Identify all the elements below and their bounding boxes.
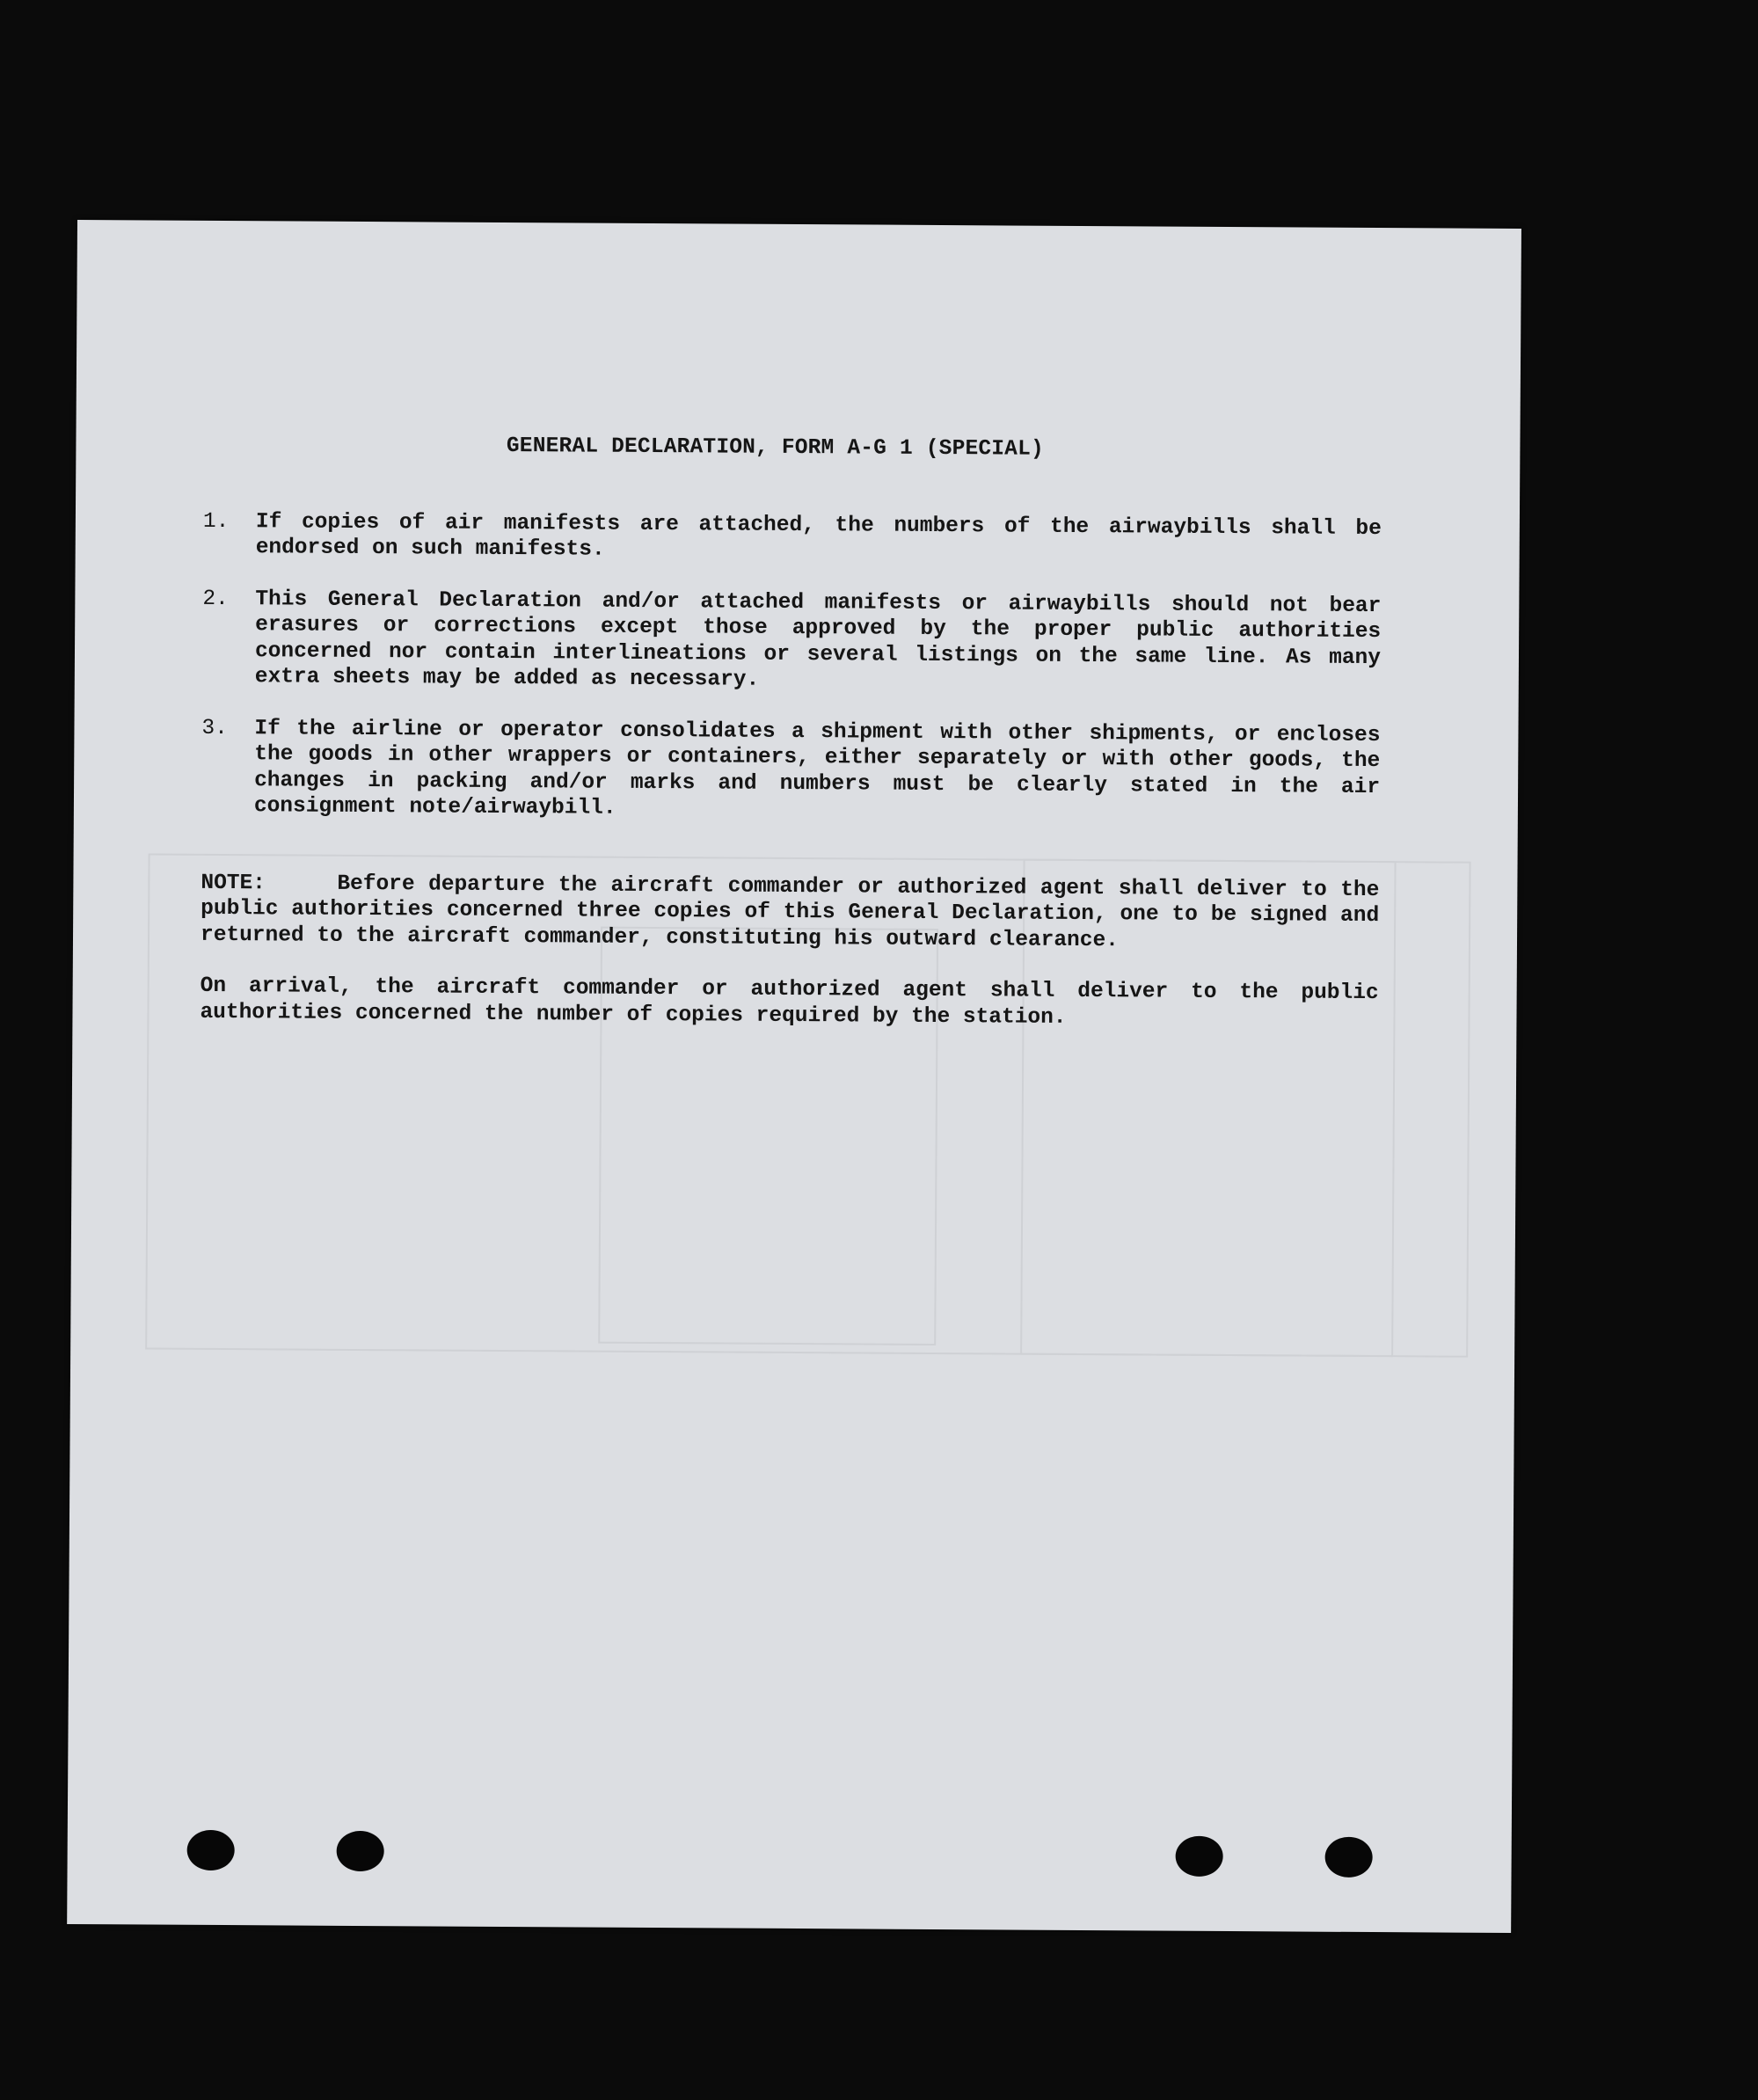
instruction-item — [203, 508, 1382, 567]
punch-hole — [1176, 1836, 1223, 1877]
punch-hole — [187, 1830, 235, 1870]
instruction-item — [202, 586, 1382, 696]
note-label: NOTE: — [201, 871, 266, 895]
item-text: If copies of air manifests are attached, the numbers of the airwaybills shall be endorsed on such manifests. — [255, 509, 1382, 562]
item-text: If the airline or operator consolidates a shipment with other shipments, or encloses the goods in other wrappers or containers, either separately or with other goods, the changes in packing and/or marks and numbers must be clearly stated in the air consignment note/airwaybill. — [253, 716, 1381, 820]
item-number: 3. — [201, 716, 228, 740]
page-title: GENERAL DECLARATION, FORM A-G 1 (SPECIAL) — [506, 434, 1045, 462]
item-text: This General Declaration and/or attached manifests or airwaybills should not bear erasures or corrections except those approved by the proper public authorities concerned nor contain interlineations or several listings on the same line. As many extra sheets may be added as necessary. — [254, 587, 1382, 692]
arrival-paragraph: On arrival, the aircraft commander or authorized agent shall deliver to the public authorities concerned the number of copies required by the station. — [200, 973, 1379, 1030]
instruction-item — [201, 715, 1381, 826]
note-text: Before departure the aircraft commander or authorized agent shall deliver to the public authorities concerned three copies of this General Declaration, one to be signed and returned to the aircraft commander, constituting his outward clearance. — [200, 871, 1380, 952]
note-paragraph — [201, 870, 1380, 955]
punch-hole — [337, 1831, 384, 1871]
document-sheet — [67, 220, 1521, 1933]
item-number: 2. — [202, 587, 229, 611]
document-body — [200, 432, 1382, 1032]
item-number: 1. — [202, 509, 230, 534]
punch-hole — [1325, 1837, 1373, 1878]
